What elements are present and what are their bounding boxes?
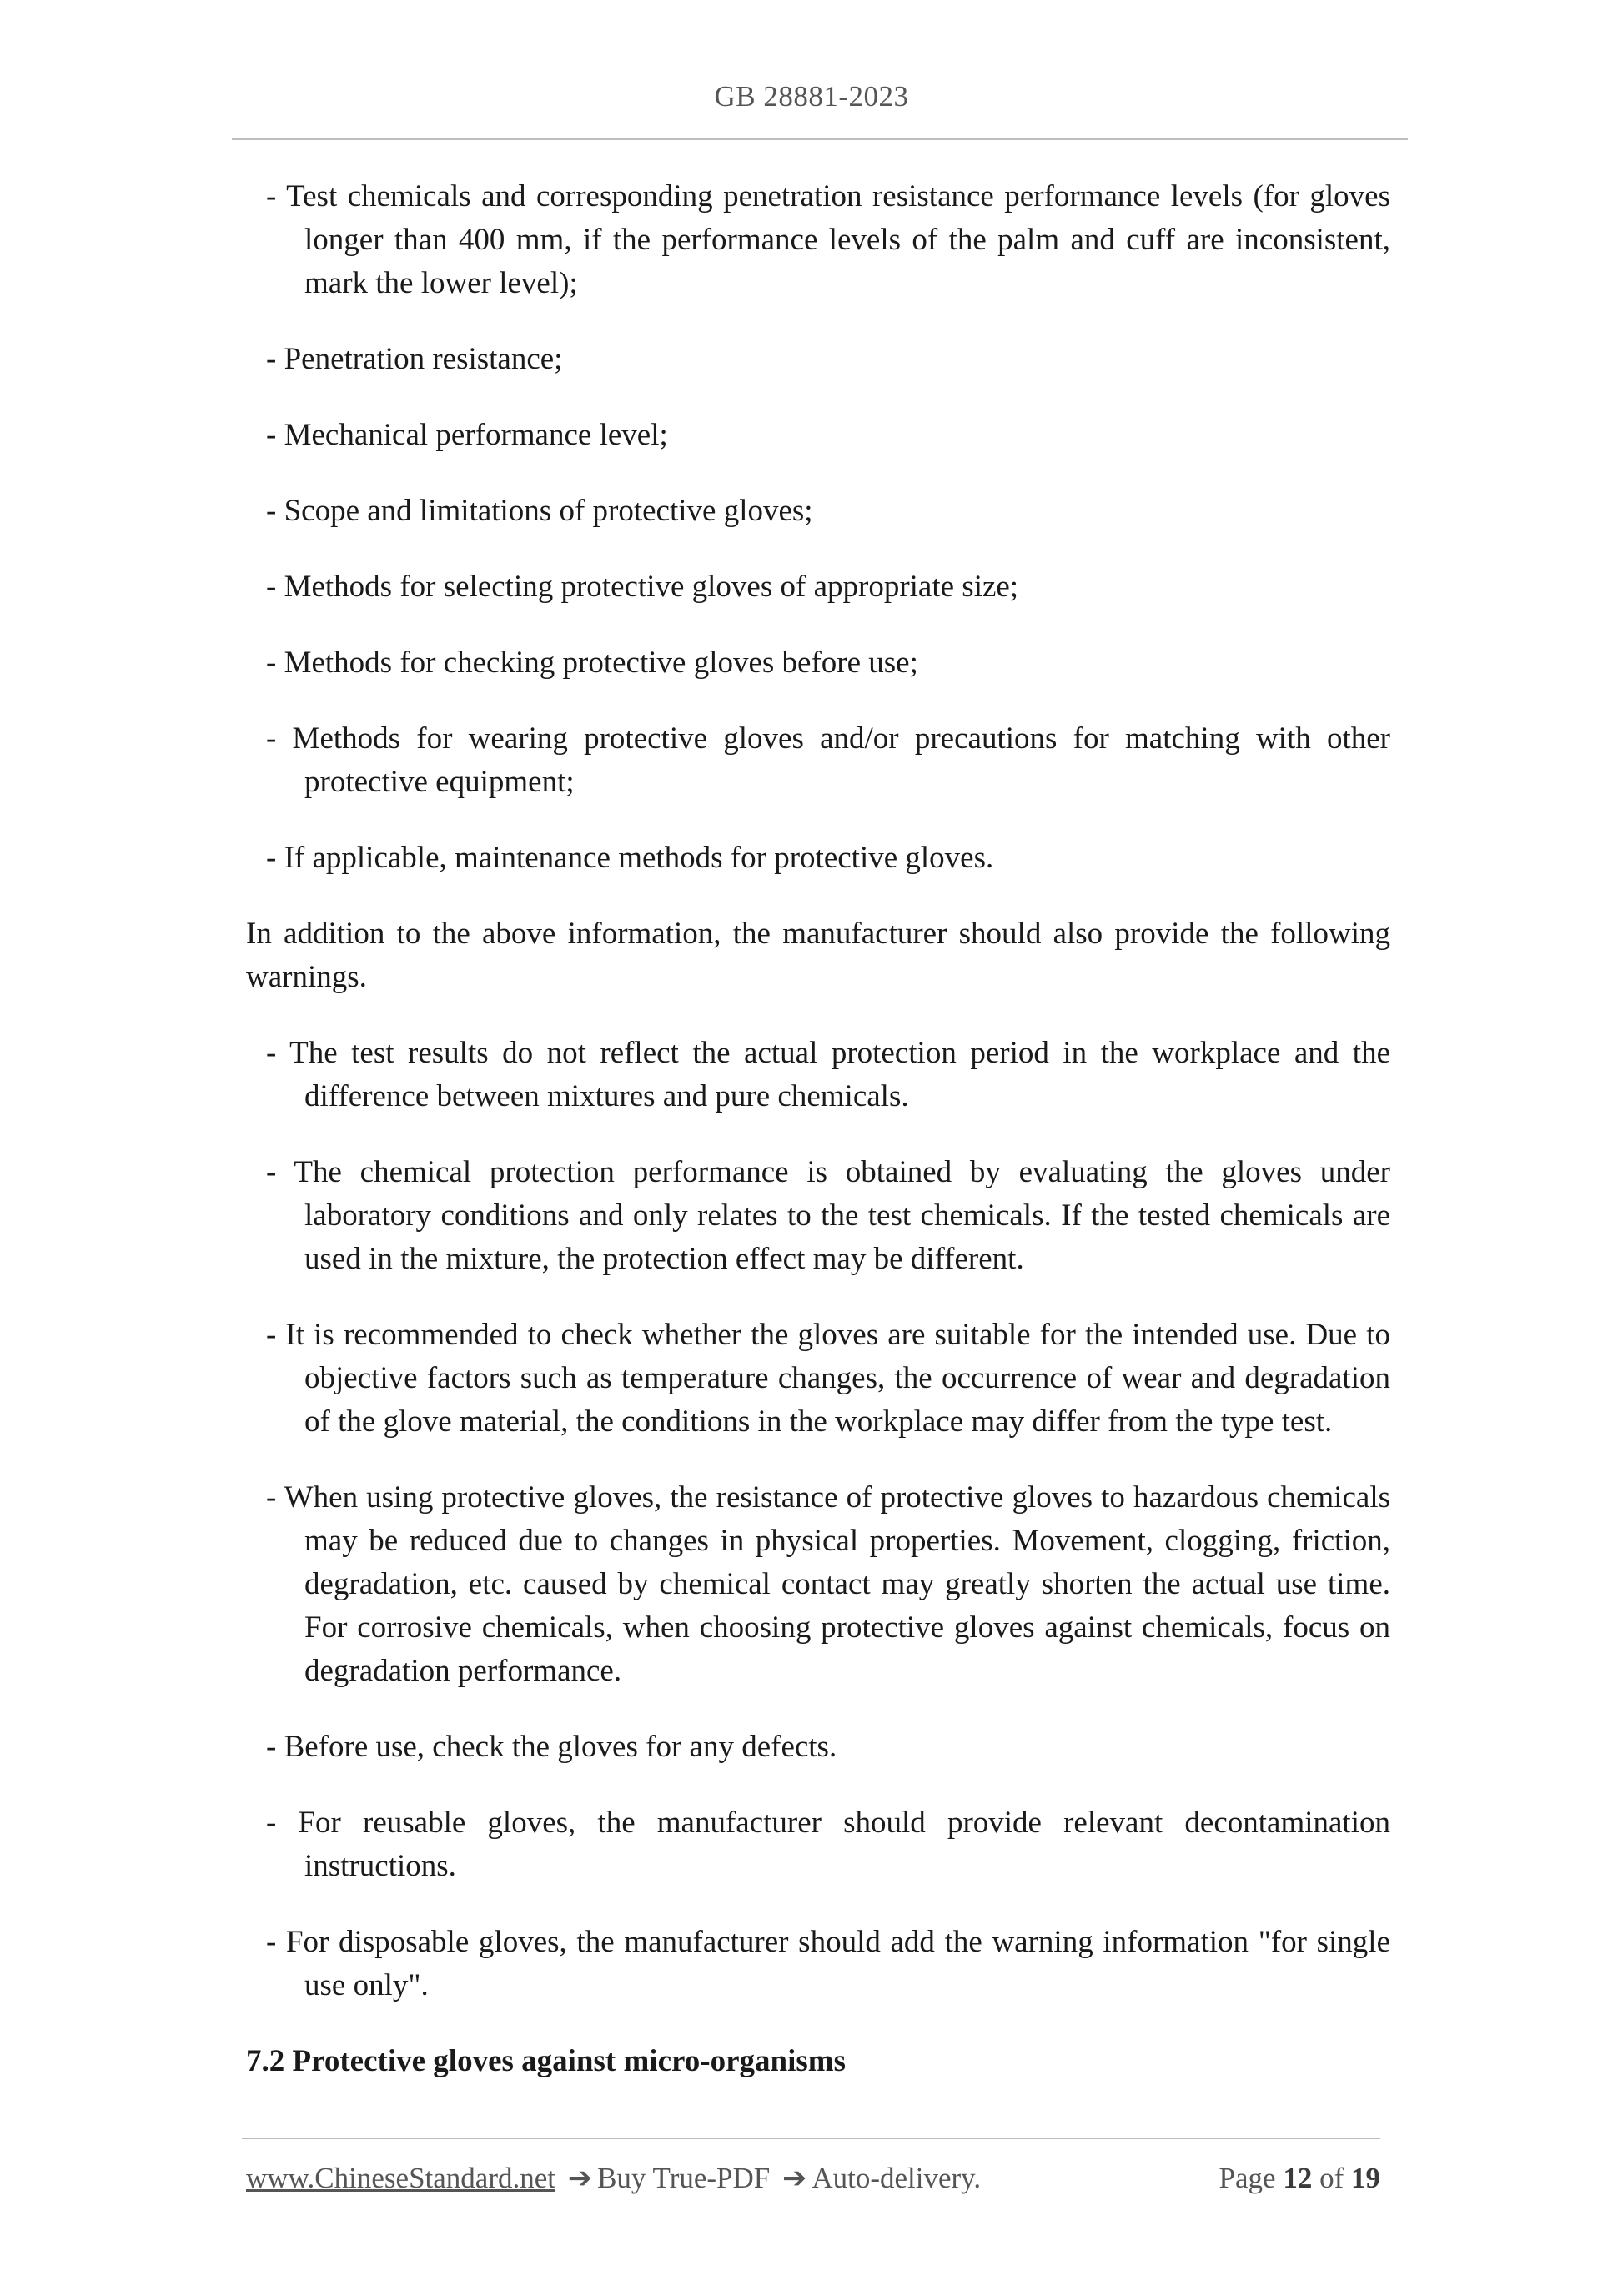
intro-paragraph: In addition to the above information, the manufacturer should also provide the following warnings. (246, 917, 1390, 994)
warning-item: - Before use, check the gloves for any defects. (266, 1730, 837, 1764)
warning-item: - It is recommended to check whether the gloves are suitable for the intended use. Due to objective factors such as temperature changes, the occurrence of wear and degradation of the glove material, the conditions in the workplace may differ from the type test. (266, 1318, 1390, 1439)
warning-item: - When using protective gloves, the resistance of protective gloves to hazardous chemicals may be reduced due to changes in physical properties. Movement, clogging, friction, degradation, etc. caused by chemical contact may greatly shorten the actual use time. For corrosive chemicals, when choosing protective gloves against chemicals, focus on degradation performance. (266, 1480, 1390, 1688)
arrow-right-icon: ➔ (567, 2162, 593, 2194)
list-item: - Methods for wearing protective gloves and/or precautions for matching with other protective equipment; (266, 721, 1390, 799)
page-of-label: of (1319, 2162, 1344, 2194)
delivery-text: Auto-delivery. (812, 2162, 982, 2194)
list-item: - Methods for selecting protective gloves of appropriate size; (266, 570, 1019, 604)
list-item: - Scope and limitations of protective gloves; (266, 494, 813, 528)
document-body (246, 175, 1390, 2083)
page-total: 19 (1351, 2162, 1380, 2194)
warning-item: - The chemical protection performance is obtained by evaluating the gloves under laboratory conditions and only relates to the test chemicals. If the tested chemicals are used in the mixture, the protection effect may be different. (266, 1155, 1390, 1276)
list-item: - Methods for checking protective gloves before use; (266, 646, 918, 680)
list-item: - Penetration resistance; (266, 342, 563, 376)
document-header-code: GB 28881-2023 (714, 80, 909, 113)
list-item: - If applicable, maintenance methods for protective gloves. (266, 841, 994, 875)
list-item: - Mechanical performance level; (266, 418, 668, 452)
footer-divider (242, 2138, 1380, 2139)
page-label: Page (1219, 2162, 1276, 2194)
page-number (1219, 2158, 1380, 2199)
arrow-right-icon: ➔ (782, 2162, 807, 2194)
warning-item: - For reusable gloves, the manufacturer should provide relevant decontamination instructions. (266, 1806, 1390, 1883)
warning-item: - For disposable gloves, the manufacturer should add the warning information "for single use only". (266, 1925, 1390, 2002)
page-current: 12 (1283, 2162, 1313, 2194)
buy-text: Buy True-PDF (597, 2162, 771, 2194)
footer-promo (246, 2158, 981, 2199)
warning-item: - The test results do not reflect the actual protection period in the workplace and the difference between mixtures and pure chemicals. (266, 1036, 1390, 1113)
list-item: - Test chemicals and corresponding penetration resistance performance levels (for gloves longer than 400 mm, if the performance levels of the palm and cuff are inconsistent, mark the lower level); (266, 179, 1390, 300)
section-heading: 7.2 Protective gloves against micro-organisms (246, 2044, 846, 2078)
site-link[interactable]: www.ChineseStandard.net (246, 2162, 555, 2194)
header-divider (232, 138, 1408, 140)
page-footer (246, 2158, 1380, 2199)
